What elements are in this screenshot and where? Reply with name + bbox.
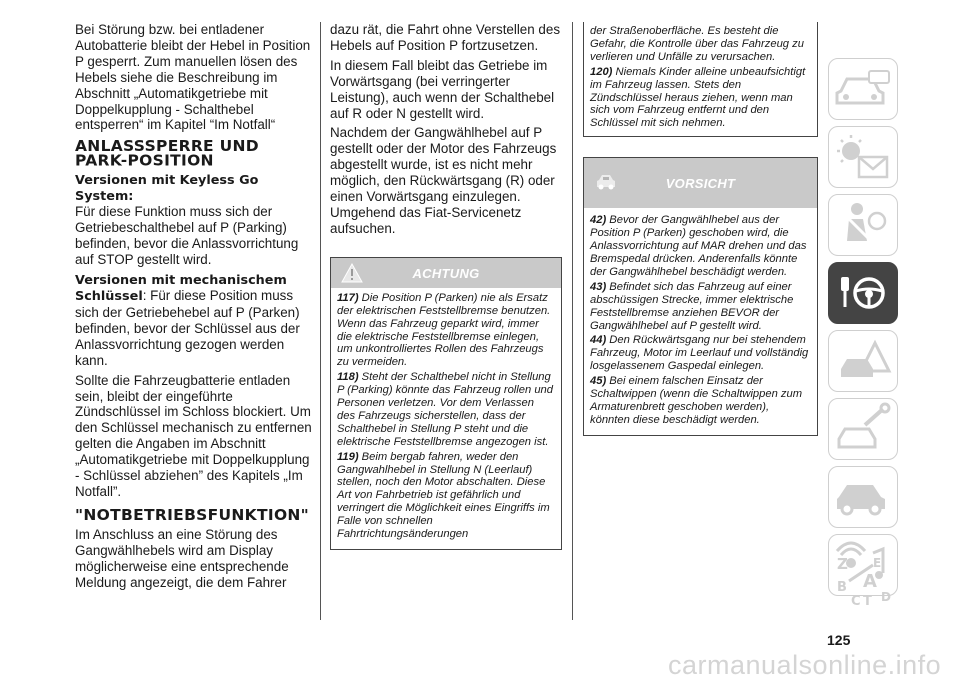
warning-title: ACHTUNG	[412, 265, 480, 281]
note-number: 117)	[337, 291, 359, 304]
side-tab-emergency[interactable]	[828, 330, 898, 392]
section-heading-anlasssperre	[75, 140, 315, 169]
note-number: 42)	[590, 214, 607, 227]
column-divider-2	[572, 22, 573, 620]
svg-text:C: C	[851, 594, 861, 609]
svg-text:A: A	[863, 571, 877, 592]
note-text: Befindet sich das Fahrzeug auf einer abschüssigen Strecke, immer elektrische Feststellbremse anziehen BEVOR der Gangwählhebel auf P gestellt wird.	[590, 280, 794, 332]
warning-lights-icon	[829, 127, 897, 187]
svg-text:T: T	[863, 594, 872, 609]
paragraph-forward-gear: In diesem Fall bleibt das Getriebe im Vorwärtsgang (bei verringerter Leistung), auch wenn der Schalthebel auf R oder N gestellt wird.	[330, 57, 555, 121]
heading-line-2: PARK-POSITION	[75, 152, 214, 170]
side-tab-safety[interactable]	[828, 194, 898, 256]
note-117	[331, 292, 561, 369]
note-text: Beim bergab fahren, weder den Gangwahlhebel in Stellung N (Leerlauf) stellen, noch den Motor abschalten. Diese Art von Fahrbetrieb ist gefährlich und verringert die Möglichkeit eines Eingriffs im Falle von schnellen Fahrtrichtungsänderungen	[337, 450, 550, 541]
note-text: Niemals Kinder alleine unbeaufsichtigt im Fahrzeug lassen. Stets den Zündschlüssel heraus ziehen, wenn man sich vom Fahrzeug entfernt und den Schlüssel mit sich nehmen.	[590, 65, 806, 130]
warning-box	[330, 257, 562, 550]
service-wrench-icon	[829, 399, 897, 459]
note-120	[584, 66, 817, 135]
note-44	[584, 334, 817, 373]
note-text: Bei einem falschen Einsatz der Schaltwippen (wenn die Schaltwippen zum Armaturenbrett geschoben werden), könnten diese beschädigt werden.	[590, 375, 803, 426]
subhead-keyless: Versionen mit Keyless Go System:	[75, 173, 259, 204]
svg-text:D: D	[881, 590, 891, 604]
side-tab-index[interactable]	[828, 546, 898, 610]
note-number: 43)	[590, 280, 607, 293]
side-tab-starting-driving[interactable]	[828, 262, 898, 324]
note-number: 120)	[590, 65, 613, 78]
paragraph-battery: Sollte die Fahrzeugbatterie entladen sein, bleibt der eingeführte Zündschlüssel im Schloss blockiert. Um den Schlüssel mechanisch zu entfernen gelten die Angaben im Abschnitt „Automatikgetriebe mit Doppelkupplung - Schlüssel abziehen” des Kapitels „Im Notfall”.	[75, 372, 312, 499]
column-2	[330, 22, 562, 550]
warning-notes	[331, 288, 561, 549]
note-text: Den Rückwärtsgang nur bei stehendem Fahrzeug, Motor im Leerlauf und vollständig losgelassenem Gaspedal einlegen.	[590, 334, 809, 373]
column-divider-1	[320, 22, 321, 620]
svg-text:E: E	[873, 556, 882, 570]
heading-line-1: ANLASSSPERRE UND	[75, 138, 259, 156]
note-text: Steht der Schalthebel nicht in Stellung P (Parking) könnte das Fahrzeug rollen und Personen verletzen. Vor dem Verlassen des Fahrzeugs sicherstellen, dass der Schalthebel in Stellung P steht und die elektrische Feststellbremse angezogen ist.	[337, 371, 553, 448]
caution-box-header	[584, 158, 817, 208]
note-number: 118)	[337, 371, 359, 384]
note-43	[584, 281, 817, 333]
paragraph-keyless: Für diese Funktion muss sich der Getriebeschalthebel auf P (Parking) befinden, bevor die Anlassvorrichtung auf STOP gestellt wird.	[75, 204, 299, 268]
note-42	[584, 214, 817, 279]
warning-box-continued	[583, 22, 818, 137]
note-119-continued: der Straßenoberfläche. Es besteht die Gefahr, die Kontrolle über das Fahrzeug zu verlieren und Unfälle zu verursachen.	[590, 25, 804, 63]
paragraph-mechanical-text: : Für diese Position muss sich der Getriebehebel auf P (Parken) befinden, bevor der Schlüssel aus der Anlassvorrichtung gezogen werden kann.	[75, 288, 300, 368]
caution-box	[583, 157, 818, 436]
seatbelt-airbag-icon	[829, 195, 897, 255]
section-heading-notbetrieb: "NOTBETRIEBSFUNKTION"	[75, 506, 310, 524]
page-number: 125	[827, 632, 851, 648]
column-3	[583, 22, 818, 436]
svg-text:B: B	[837, 580, 847, 595]
paragraph-mechanical	[75, 272, 315, 369]
note-45	[584, 375, 817, 427]
side-tab-dashboard[interactable]	[828, 58, 898, 120]
side-tab-warning-lights[interactable]	[828, 126, 898, 188]
alphabetical-index-icon	[829, 547, 897, 609]
column-1	[75, 22, 315, 594]
note-119	[331, 451, 561, 541]
paragraph-notbetrieb: Im Anschluss an eine Störung des Gangwählhebels wird am Display möglicherweise eine entsprechende Meldung angezeigt, die dem Fahrer	[75, 526, 289, 590]
caution-notes	[584, 214, 817, 435]
subhead-mechanical: Versionen mit mechanischem Schlüssel	[75, 272, 287, 305]
paragraph-service: Nachdem der Gangwählhebel auf P gestellt oder der Motor des Fahrzeugs abgestellt wurde, ist es nicht mehr möglich, den Rückwärtsgang (R) oder einen Vorwärtsgang einzulegen. Umgehend das Fiat-Servicenetz aufsuchen.	[330, 125, 557, 236]
svg-text:Z: Z	[837, 555, 848, 573]
note-number: 45)	[590, 375, 607, 388]
car-dashboard-icon	[829, 59, 897, 119]
note-text: Die Position P (Parken) nie als Ersatz der elektrischen Feststellbremse benutzen. Wenn das Fahrzeug geparkt wird, immer die elektrische Feststellbremse einlegen, um unkontrolliertes Rollen des Fahrzeugs zu vermeiden.	[337, 291, 551, 369]
side-tab-maintenance[interactable]	[828, 398, 898, 460]
paragraph-continue: dazu rät, die Fahrt ohne Verstellen des Hebels auf Position P fortzusetzen.	[330, 22, 561, 53]
warning-box-header	[331, 258, 561, 288]
car-specs-icon	[829, 467, 897, 527]
note-text: Bevor der Gangwählhebel aus der Position P (Parken) geschoben wird, die Anlassvorrichtung auf MAR drehen und das Bremspedal drücken. Anderenfalls könnte der Gangwählhebel beschädigt werden.	[590, 214, 807, 278]
breakdown-triangle-icon	[829, 331, 897, 391]
footer-watermark: carmanualsonline.info	[668, 650, 942, 680]
intro-paragraph: Bei Störung bzw. bei entladener Autobatterie bleibt der Hebel in Position P gesperrt. Zum manuellen lösen des Hebels siehe die Beschreibung im Abschnitt „Automatikgetriebe mit Doppelkupplung - Schalthebel entsperren“ im Kapitel “Im Notfall“	[75, 22, 311, 133]
note-118	[331, 371, 561, 448]
side-tab-technical-data[interactable]	[828, 466, 898, 528]
caution-title: VORSICHT	[665, 176, 736, 192]
key-steering-wheel-icon	[829, 263, 897, 323]
note-number: 119)	[337, 450, 359, 463]
note-number: 44)	[590, 334, 607, 347]
